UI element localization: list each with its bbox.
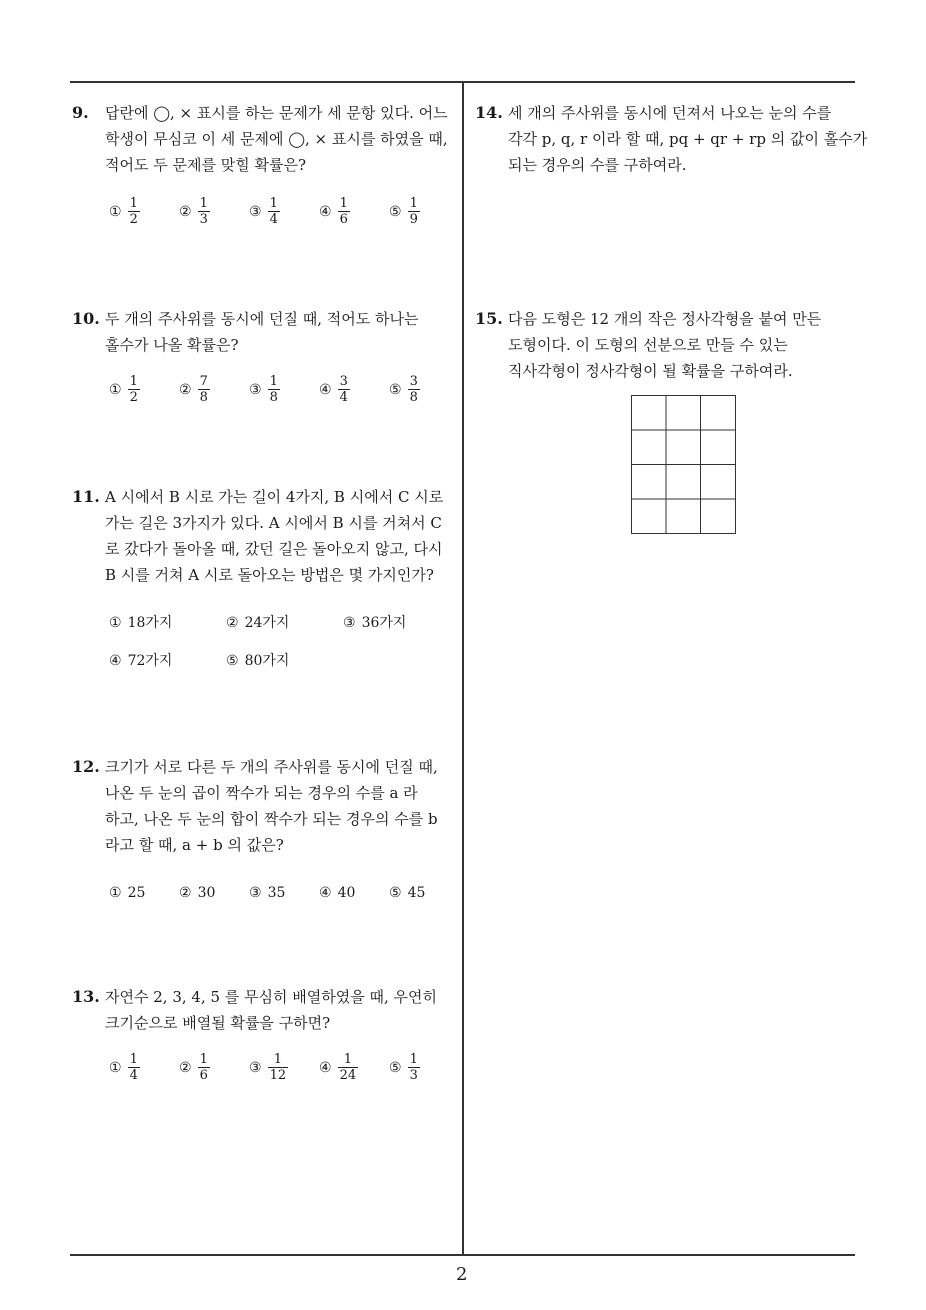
choice-text: 30 [197,885,216,901]
fraction [338,196,350,227]
question-line: 직사각형이 정사각형이 될 확률을 구하여라. [508,362,793,380]
answer-choices [72,880,457,920]
choice-mark: ② [179,203,192,220]
choice-text: 24가지 [244,615,290,631]
denominator: 2 [129,390,138,405]
fraction [128,1052,140,1083]
choice-4[interactable] [319,374,350,405]
numerator: 1 [339,196,348,211]
choice-text: 45 [407,885,426,901]
denominator: 4 [129,1068,138,1083]
denominator: 8 [269,390,278,405]
question-line: 크기순으로 배열될 확률을 구하면? [105,1014,331,1032]
answer-choices [72,374,457,414]
choice-4[interactable] [319,196,350,227]
choice-3[interactable] [249,880,285,906]
numerator: 1 [129,374,138,389]
fraction [408,196,420,227]
bottom-rule [70,1254,855,1256]
choice-4[interactable] [109,648,172,674]
choice-2[interactable] [226,610,289,636]
choice-mark: ④ [319,1059,332,1076]
choice-1[interactable] [109,610,172,636]
question-number: 15. [475,309,503,328]
fraction [128,374,140,405]
choice-mark: ③ [343,615,356,631]
question-text [105,984,437,1036]
question-line: 로 갔다가 돌아올 때, 갔던 길은 돌아오지 않고, 다시 [105,540,443,558]
question-line: 자연수 2, 3, 4, 5 를 무심히 배열하였을 때, 우연히 [105,988,438,1006]
numerator: 1 [129,196,138,211]
column-divider [462,81,464,1254]
choice-5[interactable] [389,196,420,227]
question-12 [72,754,457,914]
fraction [268,374,280,405]
choice-mark: ⑤ [389,1059,402,1076]
question-text [105,306,418,358]
choice-text: 25 [127,885,146,901]
numerator: 3 [339,374,348,389]
denominator: 3 [409,1068,418,1083]
choice-text: 80가지 [244,653,290,669]
choice-mark: ④ [109,653,122,669]
choice-mark: ③ [249,885,262,901]
denominator: 4 [269,212,278,227]
numerator: 1 [409,1052,418,1067]
choice-mark: ⑤ [389,885,402,901]
numerator: 1 [409,196,418,211]
question-line: 답란에 ◯, × 표시를 하는 문제가 세 문항 있다. 어느 [105,104,448,122]
denominator: 2 [129,212,138,227]
question-10 [72,306,457,426]
question-number: 14. [475,103,503,122]
fraction [128,196,140,227]
fraction [408,1052,420,1083]
question-line: 홀수가 나올 확률은? [105,336,239,354]
choice-5[interactable] [389,374,420,405]
choice-text: 35 [267,885,286,901]
choice-mark: ④ [319,203,332,220]
choice-mark: ④ [319,885,332,901]
question-line: 크기가 서로 다른 두 개의 주사위를 동시에 던질 때, [105,758,438,776]
choice-mark: ⑤ [389,381,402,398]
choice-5[interactable] [389,880,425,906]
choice-mark: ② [226,615,239,631]
fraction [338,374,350,405]
question-line: 하고, 나온 두 눈의 합이 짝수가 되는 경우의 수를 b [105,810,438,828]
question-9 [72,100,457,240]
numerator: 7 [199,374,208,389]
choice-4[interactable] [319,880,355,906]
choice-1[interactable] [109,1052,140,1083]
square-grid-figure [631,395,737,535]
choice-1[interactable] [109,196,140,227]
choice-5[interactable] [389,1052,420,1083]
question-line: 나온 두 눈의 곱이 짝수가 되는 경우의 수를 a 라 [105,784,418,802]
choice-3[interactable] [249,374,280,405]
numerator: 1 [269,374,278,389]
choice-2[interactable] [179,374,210,405]
answer-choices [72,196,457,236]
choice-5[interactable] [226,648,289,674]
question-15 [475,306,860,396]
fraction [198,196,210,227]
question-line: 적어도 두 문제를 맞힐 확률은? [105,156,306,174]
choice-mark: ① [109,203,122,220]
numerator: 3 [409,374,418,389]
question-number: 9. [72,103,89,122]
question-text [508,100,867,178]
question-line: 두 개의 주사위를 동시에 던질 때, 적어도 하나는 [105,310,419,328]
fraction [408,374,420,405]
choice-mark: ① [109,885,122,901]
choice-mark: ② [179,885,192,901]
denominator: 9 [409,212,418,227]
choice-text: 40 [337,885,356,901]
choice-text: 18가지 [127,615,173,631]
denominator: 6 [199,1068,208,1083]
choice-4[interactable] [319,1052,358,1083]
choice-mark: ① [109,1059,122,1076]
choice-mark: ③ [249,1059,262,1076]
choice-3[interactable] [343,610,406,636]
question-number: 11. [72,487,100,506]
question-line: 각각 p, q, r 이라 할 때, pq + qr + rp 의 값이 홀수가 [508,130,868,148]
choice-2[interactable] [179,1052,210,1083]
choice-text: 36가지 [361,615,407,631]
numerator: 1 [199,196,208,211]
denominator: 12 [269,1068,287,1083]
numerator: 1 [273,1052,282,1067]
question-text [508,306,821,384]
question-text [105,754,438,858]
question-text [105,100,448,178]
fraction [268,196,280,227]
question-line: 다음 도형은 12 개의 작은 정사각형을 붙여 만든 [508,310,822,328]
choice-1[interactable] [109,374,140,405]
numerator: 1 [129,1052,138,1067]
choice-1[interactable] [109,880,145,906]
page-number: 2 [456,1264,468,1285]
choice-2[interactable] [179,196,210,227]
choice-2[interactable] [179,880,215,906]
choice-mark: ③ [249,381,262,398]
question-13 [72,984,457,1104]
answer-choices [72,610,457,680]
question-line: B 시를 거쳐 A 시로 돌아오는 방법은 몇 가지인가? [105,566,434,584]
denominator: 6 [339,212,348,227]
choice-mark: ③ [249,203,262,220]
fraction [338,1052,359,1083]
question-line: 학생이 무심코 이 세 문제에 ◯, × 표시를 하였을 때, [105,130,448,148]
answer-choices [72,1052,457,1092]
numerator: 1 [269,196,278,211]
question-line: 가는 길은 3가지가 있다. A 시에서 B 시를 거쳐서 C [105,514,442,532]
choice-mark: ④ [319,381,332,398]
choice-mark: ② [179,1059,192,1076]
choice-mark: ⑤ [389,203,402,220]
question-number: 12. [72,757,100,776]
choice-mark: ① [109,381,122,398]
question-line: 되는 경우의 수를 구하여라. [508,156,687,174]
denominator: 4 [339,390,348,405]
question-number: 10. [72,309,100,328]
choice-mark: ① [109,615,122,631]
choice-3[interactable] [249,1052,288,1083]
denominator: 3 [199,212,208,227]
question-11 [72,484,457,684]
choice-mark: ② [179,381,192,398]
choice-3[interactable] [249,196,280,227]
fraction [268,1052,289,1083]
question-line: 라고 할 때, a + b 의 값은? [105,836,284,854]
question-text [105,484,443,588]
fraction [198,1052,210,1083]
question-14 [475,100,868,190]
denominator: 24 [339,1068,357,1083]
fraction [198,374,210,405]
question-line: 세 개의 주사위를 동시에 던져서 나오는 눈의 수를 [508,104,832,122]
denominator: 8 [409,390,418,405]
denominator: 8 [199,390,208,405]
numerator: 1 [199,1052,208,1067]
choice-text: 72가지 [127,653,173,669]
question-line: A 시에서 B 시로 가는 길이 4가지, B 시에서 C 시로 [105,488,444,506]
question-number: 13. [72,987,100,1006]
choice-mark: ⑤ [226,653,239,669]
question-line: 도형이다. 이 도형의 선분으로 만들 수 있는 [508,336,788,354]
numerator: 1 [343,1052,352,1067]
